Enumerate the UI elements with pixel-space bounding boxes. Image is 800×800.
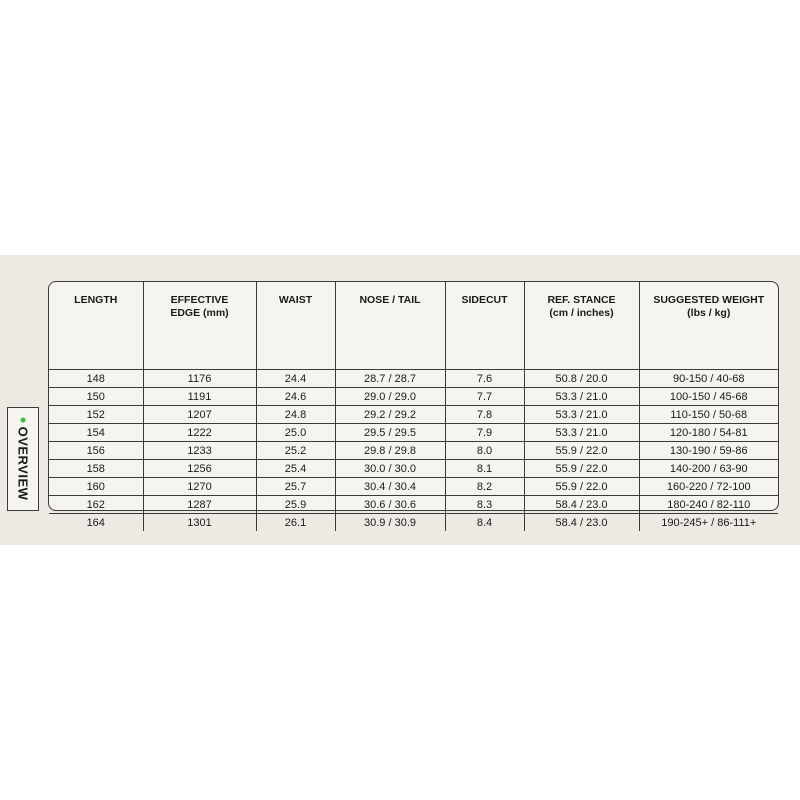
cell-length: 164 [49,514,143,532]
cell-nose-tail: 28.7 / 28.7 [335,370,445,388]
cell-suggested-weight: 110-150 / 50-68 [639,406,778,424]
cell-length: 148 [49,370,143,388]
cell-effective-edge: 1256 [143,460,256,478]
table-row [49,388,778,406]
cell-length: 156 [49,442,143,460]
cell-suggested-weight: 160-220 / 72-100 [639,478,778,496]
cell-sidecut: 7.8 [445,406,524,424]
cell-suggested-weight: 190-245+ / 86-111+ [661,516,757,529]
cell-ref-stance: 55.9 / 22.0 [524,460,639,478]
cell-length: 158 [49,460,143,478]
header-sidecut: SIDECUT [445,282,524,370]
spec-table [49,282,778,531]
table-row [49,406,778,424]
spec-table-container [48,281,779,529]
cell-sidecut: 8.2 [445,478,524,496]
cell-nose-tail: 30.6 / 30.6 [335,496,445,514]
cell-ref-stance: 53.3 / 21.0 [524,424,639,442]
cell-nose-tail: 29.0 / 29.0 [335,388,445,406]
cell-ref-stance: 50.8 / 20.0 [524,370,639,388]
cell-suggested-weight: 100-150 / 45-68 [639,388,778,406]
cell-suggested-weight: 130-190 / 59-86 [639,442,778,460]
cell-ref-stance: 58.4 / 23.0 [524,496,639,514]
cell-ref-stance: 55.9 / 22.0 [524,478,639,496]
cell-effective-edge: 1191 [143,388,256,406]
cell-nose-tail: 29.5 / 29.5 [335,424,445,442]
cell-suggested-weight: 140-200 / 63-90 [639,460,778,478]
header-effective-edge: EFFECTIVE EDGE (mm) [143,282,256,370]
cell-effective-edge: 1233 [143,442,256,460]
table-header-row [49,282,778,370]
cell-waist: 25.7 [256,478,335,496]
header-nose-tail: NOSE / TAIL [335,282,445,370]
cell-waist: 24.6 [256,388,335,406]
cell-effective-edge: 1207 [143,406,256,424]
cell-suggested-weight: 180-240 / 82-110 [639,496,778,514]
table-row [49,442,778,460]
cell-length: 150 [49,388,143,406]
overview-tab-label-group [16,418,31,501]
overview-tab[interactable] [7,407,39,511]
cell-nose-tail: 30.9 / 30.9 [335,514,445,532]
header-length: LENGTH [49,282,143,370]
header-ref-stance: REF. STANCE (cm / inches) [524,282,639,370]
table-row [49,370,778,388]
cell-length: 152 [49,406,143,424]
cell-waist: 25.2 [256,442,335,460]
cell-length: 162 [49,496,143,514]
header-waist: WAIST [256,282,335,370]
cell-nose-tail: 29.8 / 29.8 [335,442,445,460]
cell-ref-stance: 58.4 / 23.0 [524,514,639,532]
table-row [49,478,778,496]
cell-sidecut: 7.9 [445,424,524,442]
table-row [49,424,778,442]
cell-effective-edge: 1301 [143,514,256,532]
cell-sidecut: 8.0 [445,442,524,460]
cell-waist: 24.8 [256,406,335,424]
cell-suggested-weight: 120-180 / 54-81 [639,424,778,442]
overview-tab-label: OVERVIEW [15,426,31,501]
cell-waist: 25.9 [256,496,335,514]
cell-waist: 24.4 [256,370,335,388]
cell-waist: 26.1 [256,514,335,532]
cell-effective-edge: 1222 [143,424,256,442]
cell-nose-tail: 30.4 / 30.4 [335,478,445,496]
cell-ref-stance: 53.3 / 21.0 [524,388,639,406]
table-row [49,460,778,478]
table-row [49,514,778,532]
cell-sidecut: 7.7 [445,388,524,406]
cell-nose-tail: 29.2 / 29.2 [335,406,445,424]
cell-sidecut: 8.4 [445,514,524,532]
cell-effective-edge: 1287 [143,496,256,514]
cell-ref-stance: 53.3 / 21.0 [524,406,639,424]
cell-effective-edge: 1270 [143,478,256,496]
header-suggested-weight: SUGGESTED WEIGHT (lbs / kg) [639,282,778,370]
cell-sidecut: 8.1 [445,460,524,478]
cell-waist: 25.4 [256,460,335,478]
cell-length: 160 [49,478,143,496]
status-dot-icon [21,418,26,423]
cell-length: 154 [49,424,143,442]
table-row [49,496,778,514]
cell-effective-edge: 1176 [143,370,256,388]
cell-suggested-weight: 90-150 / 40-68 [639,370,778,388]
cell-nose-tail: 30.0 / 30.0 [335,460,445,478]
cell-waist: 25.0 [256,424,335,442]
cell-ref-stance: 55.9 / 22.0 [524,442,639,460]
cell-sidecut: 8.3 [445,496,524,514]
cell-sidecut: 7.6 [445,370,524,388]
